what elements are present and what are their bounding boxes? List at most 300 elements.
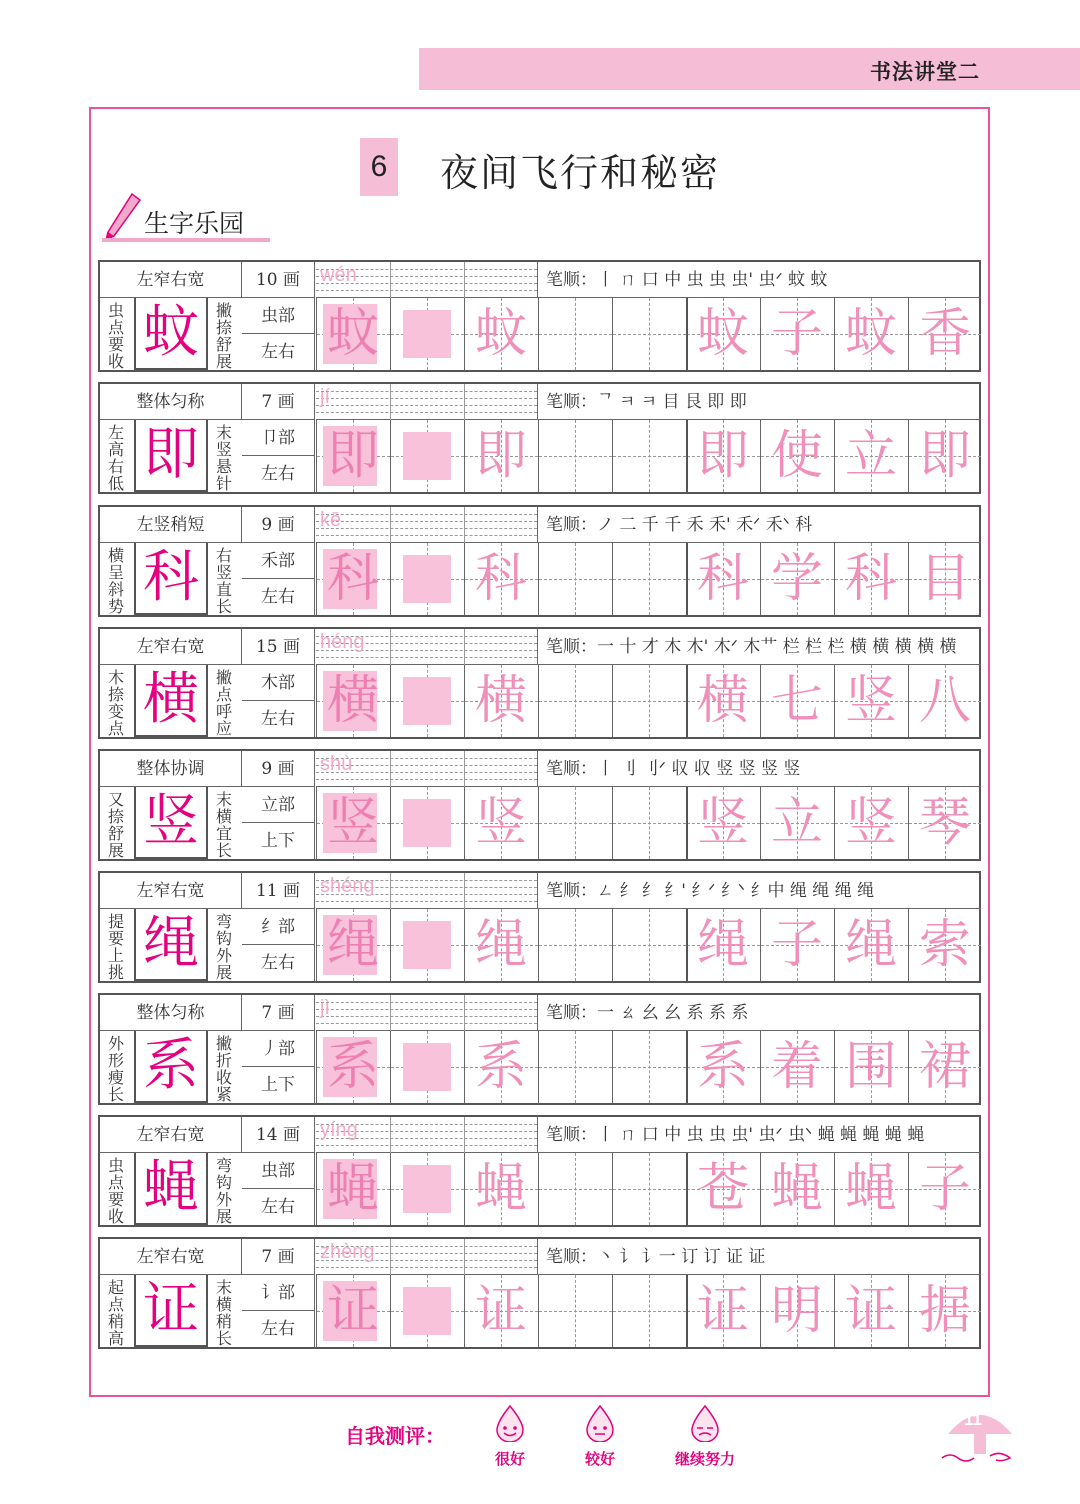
- pinyin-divider: [464, 1239, 465, 1275]
- practice-cell: [390, 420, 464, 492]
- pinyin-rule: [316, 535, 537, 536]
- layout-type: 左右: [242, 701, 315, 737]
- main-character-box: [134, 1275, 208, 1347]
- pinyin-divider: [390, 629, 391, 665]
- practice-cell: [538, 420, 612, 492]
- practice-cell: [316, 1153, 390, 1225]
- structure-note: 左窄右宽: [100, 262, 242, 298]
- writing-tip-left: 又 捺 舒 展: [107, 790, 124, 860]
- pinyin: jì: [320, 997, 330, 1019]
- pinyin-rule: [316, 412, 537, 413]
- stroke-order: [538, 995, 981, 1031]
- grid-dash-v: [649, 1031, 650, 1103]
- practice-cell: [760, 909, 834, 981]
- practice-cell: [686, 1153, 760, 1225]
- grid-dash-v: [575, 420, 576, 492]
- trace-character: 竖: [474, 793, 527, 853]
- radical: 木部: [242, 665, 315, 701]
- writing-tip-right: 撇 捺 舒 展: [215, 301, 232, 371]
- structure-note: 左竖稍短: [100, 507, 242, 543]
- pinyin-divider: [390, 751, 391, 787]
- stroke-order-sequence: 一 ㄠ 幺 幺 系 系 系: [597, 1003, 749, 1023]
- radical: 虫部: [242, 1153, 315, 1189]
- word-character: 香: [918, 304, 971, 364]
- trace-character: 科: [474, 549, 527, 609]
- pinyin: jí: [320, 386, 330, 408]
- grid-dash-v: [575, 1275, 576, 1347]
- practice-cell: [908, 909, 981, 981]
- word-separator: [686, 909, 688, 981]
- stroke-count: 7 画: [242, 995, 315, 1031]
- practice-cell: [390, 298, 464, 370]
- practice-cell: [316, 787, 390, 859]
- pinyin-divider: [464, 384, 465, 420]
- stroke-order-sequence: 丨 ㄇ 口 中 虫 虫 虫' 虫ᐟ 蚊 蚊: [597, 270, 828, 290]
- main-character: 横: [143, 667, 199, 732]
- highlight-block: [403, 799, 451, 847]
- structure-note: 左窄右宽: [100, 629, 242, 665]
- practice-cell: [612, 420, 686, 492]
- stroke-order-sequence: ᄀ ㅋ ㅋ 目 艮 即 即: [597, 392, 747, 412]
- highlight-block: [403, 1165, 451, 1213]
- practice-cell: [834, 1031, 908, 1103]
- layout-type: 左右: [242, 334, 315, 370]
- writing-tip-right: 末 横 稍 长: [215, 1278, 232, 1348]
- pinyin-box: [316, 751, 538, 787]
- pinyin-rule: [316, 1009, 537, 1010]
- stroke-order-label: 笔顺：: [546, 1247, 597, 1267]
- layout-type: 左右: [242, 456, 315, 492]
- pinyin-box: [316, 629, 538, 665]
- writing-tip-right: 撇 点 呼 应: [215, 668, 232, 738]
- word-character: 绳: [696, 915, 749, 975]
- practice-cell: [316, 1031, 390, 1103]
- word-character: 子: [770, 304, 823, 364]
- grid-dash-v: [575, 787, 576, 859]
- trace-character: 系: [326, 1037, 379, 1097]
- main-character-box: [134, 909, 208, 981]
- practice-cell: [834, 543, 908, 615]
- practice-cell: [686, 1275, 760, 1347]
- pinyin-divider: [464, 507, 465, 543]
- pinyin-rule: [316, 1023, 537, 1024]
- practice-cell: [760, 787, 834, 859]
- main-character-box: [134, 543, 208, 615]
- writing-tip-right: 末 竖 悬 针: [215, 423, 232, 493]
- practice-cell: [464, 909, 538, 981]
- pinyin: yíng: [320, 1119, 358, 1141]
- word-character: 七: [770, 671, 823, 731]
- pinyin-divider: [390, 1239, 391, 1275]
- highlight-block: [403, 432, 451, 480]
- practice-cell: [612, 1153, 686, 1225]
- structure-note: 整体协调: [100, 751, 242, 787]
- main-character-box: [134, 1153, 208, 1225]
- character-entry: [98, 505, 981, 617]
- practice-cell: [464, 298, 538, 370]
- pinyin: wén: [320, 264, 357, 286]
- main-character-box: [134, 298, 208, 370]
- word-character: 蚊: [844, 304, 897, 364]
- practice-cell: [834, 298, 908, 370]
- grid-dash-v: [649, 420, 650, 492]
- main-character: 科: [143, 545, 199, 610]
- trace-character: 绳: [326, 915, 379, 975]
- pinyin-divider: [464, 1117, 465, 1153]
- trace-character: 科: [326, 549, 379, 609]
- rating-label: 很好: [494, 1450, 525, 1468]
- practice-cell: [834, 1275, 908, 1347]
- radical: 立部: [242, 787, 315, 823]
- practice-cell: [390, 1153, 464, 1225]
- main-character: 绳: [143, 911, 199, 976]
- highlight-block: [403, 677, 451, 725]
- pinyin-box: [316, 1117, 538, 1153]
- stroke-order-label: 笔顺：: [546, 1125, 597, 1145]
- rating-option[interactable]: [660, 1404, 750, 1469]
- stroke-order: [538, 873, 981, 909]
- stroke-count: 9 画: [242, 507, 315, 543]
- pinyin-divider: [390, 384, 391, 420]
- writing-tip-right: 右 竖 直 长: [215, 546, 232, 616]
- practice-cell: [464, 420, 538, 492]
- pinyin-divider: [390, 507, 391, 543]
- practice-cell: [612, 787, 686, 859]
- practice-cell: [390, 543, 464, 615]
- header-title: 书法讲堂二: [870, 60, 980, 84]
- word-character: 子: [918, 1159, 971, 1219]
- main-character: 蝇: [143, 1155, 199, 1220]
- highlight-block: [403, 555, 451, 603]
- practice-cell: [390, 787, 464, 859]
- practice-cell: [908, 1031, 981, 1103]
- stroke-count: 7 画: [242, 1239, 315, 1275]
- stroke-count: 14 画: [242, 1117, 315, 1153]
- practice-cell: [612, 665, 686, 737]
- stroke-order-sequence: 丶 讠 讠一 订 订 证 证: [597, 1247, 766, 1267]
- practice-cell: [538, 1031, 612, 1103]
- word-separator: [686, 543, 688, 615]
- word-character: 证: [696, 1281, 749, 1341]
- stroke-order: [538, 629, 981, 665]
- practice-cell: [316, 298, 390, 370]
- word-character: 蝇: [770, 1159, 823, 1219]
- main-character-box: [134, 787, 208, 859]
- trace-character: 横: [326, 671, 379, 731]
- practice-cell: [908, 1275, 981, 1347]
- practice-cell: [908, 787, 981, 859]
- pinyin-rule: [316, 290, 537, 291]
- pinyin-box: [316, 384, 538, 420]
- practice-cell: [686, 665, 760, 737]
- rating-option[interactable]: [465, 1404, 555, 1469]
- word-character: 蚊: [696, 304, 749, 364]
- word-character: 科: [844, 549, 897, 609]
- happy-face-icon: [493, 1404, 527, 1442]
- word-character: 科: [696, 549, 749, 609]
- practice-cell: [316, 665, 390, 737]
- practice-cell: [908, 298, 981, 370]
- practice-cell: [538, 543, 612, 615]
- practice-cell: [686, 543, 760, 615]
- practice-cell: [908, 1153, 981, 1225]
- pinyin-rule: [316, 521, 537, 522]
- pinyin: kē: [320, 509, 342, 531]
- pinyin-rule: [316, 1267, 537, 1268]
- stroke-order-label: 笔顺：: [546, 637, 597, 657]
- layout-type: 上下: [242, 823, 315, 859]
- practice-cell: [686, 909, 760, 981]
- writing-tip-right: 撇 折 收 紧: [215, 1034, 232, 1104]
- practice-cell: [760, 1275, 834, 1347]
- pinyin-divider: [390, 995, 391, 1031]
- pinyin-rule: [316, 1002, 537, 1003]
- word-character: 即: [696, 426, 749, 486]
- trace-character: 蝇: [326, 1159, 379, 1219]
- word-character: 目: [918, 549, 971, 609]
- stroke-order-label: 笔顺：: [546, 881, 597, 901]
- stroke-count: 9 画: [242, 751, 315, 787]
- pinyin-rule: [316, 779, 537, 780]
- pen-icon: [102, 192, 142, 244]
- practice-cell: [760, 420, 834, 492]
- word-separator: [686, 1275, 688, 1347]
- practice-cell: [390, 909, 464, 981]
- grid-dash-v: [575, 298, 576, 370]
- layout-type: 左右: [242, 945, 315, 981]
- writing-tip-left: 起 点 稍 高: [107, 1278, 124, 1348]
- practice-cell: [908, 665, 981, 737]
- pinyin-rule: [316, 398, 537, 399]
- main-character-box: [134, 420, 208, 492]
- word-separator: [686, 298, 688, 370]
- radical: 讠部: [242, 1275, 315, 1311]
- page-number-badge: [940, 1400, 1020, 1470]
- highlight-block: [403, 1287, 451, 1335]
- main-character-box: [134, 665, 208, 737]
- word-character: 即: [918, 426, 971, 486]
- stroke-order-sequence: ノ 二 千 千 禾 禾' 禾ᐟ 禾ᐠ 科: [597, 515, 813, 535]
- radical: 纟部: [242, 909, 315, 945]
- layout-type: 左右: [242, 579, 315, 615]
- character-entry: [98, 1237, 981, 1349]
- stroke-order-sequence: 丨 ㄇ 口 中 虫 虫 虫' 虫ᐟ 虫ᐠ 蝇 蝇 蝇 蝇 蝇: [597, 1125, 925, 1145]
- stroke-order: [538, 262, 981, 298]
- main-character: 即: [143, 422, 199, 487]
- pinyin-rule: [316, 514, 537, 515]
- main-character: 蚊: [143, 300, 199, 365]
- writing-tip-right: 弯 钩 外 展: [215, 912, 232, 982]
- word-separator: [686, 1153, 688, 1225]
- practice-cell: [316, 1275, 390, 1347]
- word-character: 立: [770, 793, 823, 853]
- practice-cell: [612, 298, 686, 370]
- trace-character: 即: [326, 426, 379, 486]
- practice-cell: [464, 1031, 538, 1103]
- trace-character: 即: [474, 426, 527, 486]
- practice-cell: [834, 1153, 908, 1225]
- trace-character: 绳: [474, 915, 527, 975]
- structure-note: 左窄右宽: [100, 1117, 242, 1153]
- stroke-order-sequence: 一 十 才 木 木' 木ᐟ 木艹 栏 栏 栏 横 横 横 横 横: [597, 637, 957, 657]
- neutral-face-icon: [583, 1404, 617, 1442]
- practice-cell: [464, 543, 538, 615]
- practice-cell: [834, 420, 908, 492]
- lesson-title: 夜间飞行和秘密: [440, 151, 721, 195]
- practice-cell: [316, 909, 390, 981]
- word-character: 使: [770, 426, 823, 486]
- word-character: 围: [844, 1037, 897, 1097]
- radical: 丿部: [242, 1031, 315, 1067]
- pinyin: shéng: [320, 875, 375, 897]
- stroke-count: 10 画: [242, 262, 315, 298]
- character-entry: [98, 871, 981, 983]
- trace-character: 蚊: [474, 304, 527, 364]
- header-bar: [419, 48, 1080, 90]
- word-separator: [686, 787, 688, 859]
- stroke-count: 11 画: [242, 873, 315, 909]
- practice-cell: [834, 665, 908, 737]
- practice-cell: [538, 665, 612, 737]
- word-character: 裙: [918, 1037, 971, 1097]
- pinyin-rule: [316, 1016, 537, 1017]
- highlight-block: [403, 1043, 451, 1091]
- pinyin-divider: [464, 629, 465, 665]
- word-character: 索: [918, 915, 971, 975]
- word-character: 竖: [844, 671, 897, 731]
- character-entry: [98, 993, 981, 1105]
- sad-face-icon: [688, 1404, 722, 1442]
- practice-cell: [612, 543, 686, 615]
- practice-cell: [612, 909, 686, 981]
- practice-cell: [538, 298, 612, 370]
- trace-character: 证: [474, 1281, 527, 1341]
- stroke-count: 15 画: [242, 629, 315, 665]
- pinyin-divider: [464, 262, 465, 298]
- practice-cell: [538, 909, 612, 981]
- writing-tip-left: 虫 点 要 收: [107, 1156, 124, 1226]
- stroke-order: [538, 1117, 981, 1153]
- word-character: 苍: [696, 1159, 749, 1219]
- pinyin-rule: [316, 901, 537, 902]
- practice-cell: [390, 1275, 464, 1347]
- word-character: 八: [918, 671, 971, 731]
- practice-cell: [686, 420, 760, 492]
- practice-cell: [760, 1153, 834, 1225]
- stroke-order-label: 笔顺：: [546, 515, 597, 535]
- pinyin-divider: [390, 873, 391, 909]
- character-entry: [98, 749, 981, 861]
- pinyin-box: [316, 507, 538, 543]
- trace-character: 蝇: [474, 1159, 527, 1219]
- writing-tip-left: 木 捺 变 点: [107, 668, 124, 738]
- stroke-order: [538, 507, 981, 543]
- practice-cell: [464, 1153, 538, 1225]
- stroke-order: [538, 384, 981, 420]
- word-character: 明: [770, 1281, 823, 1341]
- character-entry: [98, 627, 981, 739]
- practice-cell: [612, 1031, 686, 1103]
- character-entry: [98, 260, 981, 372]
- practice-cell: [538, 1153, 612, 1225]
- layout-type: 上下: [242, 1067, 315, 1103]
- writing-tip-left: 横 呈 斜 势: [107, 546, 124, 616]
- writing-tip-right: 末 横 宜 长: [215, 790, 232, 860]
- character-entry: [98, 1115, 981, 1227]
- writing-tip-right: 弯 钩 外 展: [215, 1156, 232, 1226]
- pinyin-divider: [390, 1117, 391, 1153]
- layout-type: 左右: [242, 1311, 315, 1347]
- pinyin: héng: [320, 631, 365, 653]
- stroke-count: 7 画: [242, 384, 315, 420]
- rating-label: 继续努力: [674, 1450, 735, 1468]
- word-character: 横: [696, 671, 749, 731]
- pinyin-rule: [316, 1145, 537, 1146]
- practice-cell: [686, 298, 760, 370]
- structure-note: 整体匀称: [100, 995, 242, 1031]
- practice-cell: [686, 1031, 760, 1103]
- pinyin-box: [316, 262, 538, 298]
- practice-cell: [464, 665, 538, 737]
- radical: 禾部: [242, 543, 315, 579]
- word-character: 蝇: [844, 1159, 897, 1219]
- pinyin-box: [316, 995, 538, 1031]
- trace-character: 蚊: [326, 304, 379, 364]
- stroke-order-label: 笔顺：: [546, 270, 597, 290]
- word-character: 立: [844, 426, 897, 486]
- practice-cell: [538, 787, 612, 859]
- section-label: 生字乐园: [144, 209, 245, 238]
- word-character: 琴: [918, 793, 971, 853]
- grid-dash-v: [575, 543, 576, 615]
- pinyin-divider: [464, 995, 465, 1031]
- grid-dash-v: [575, 1031, 576, 1103]
- main-character: 系: [143, 1033, 199, 1098]
- practice-cell: [612, 1275, 686, 1347]
- trace-character: 竖: [326, 793, 379, 853]
- word-character: 竖: [696, 793, 749, 853]
- practice-cell: [760, 543, 834, 615]
- stroke-order: [538, 751, 981, 787]
- character-entry: [98, 382, 981, 494]
- structure-note: 整体匀称: [100, 384, 242, 420]
- main-character: 竖: [143, 789, 199, 854]
- stroke-order-sequence: 丨 刂 刂ᐟ 収 収 竖 竖 竖 竖: [597, 759, 801, 779]
- practice-cell: [390, 1031, 464, 1103]
- practice-cell: [760, 1031, 834, 1103]
- practice-cell: [908, 543, 981, 615]
- rating-option[interactable]: [555, 1404, 645, 1469]
- grid-dash-v: [649, 543, 650, 615]
- word-character: 绳: [844, 915, 897, 975]
- radical: 虫部: [242, 298, 315, 334]
- word-character: 证: [844, 1281, 897, 1341]
- grid-dash-v: [575, 909, 576, 981]
- rating-label: 较好: [584, 1450, 615, 1468]
- practice-cell: [834, 787, 908, 859]
- grid-dash-v: [649, 1153, 650, 1225]
- pinyin-divider: [390, 262, 391, 298]
- practice-cell: [760, 665, 834, 737]
- stroke-order-label: 笔顺：: [546, 392, 597, 412]
- grid-dash-v: [649, 665, 650, 737]
- main-character: 证: [143, 1277, 199, 1342]
- highlight-block: [403, 310, 451, 358]
- practice-cell: [464, 1275, 538, 1347]
- word-separator: [686, 420, 688, 492]
- trace-character: 横: [474, 671, 527, 731]
- page-number: 11: [964, 1410, 982, 1429]
